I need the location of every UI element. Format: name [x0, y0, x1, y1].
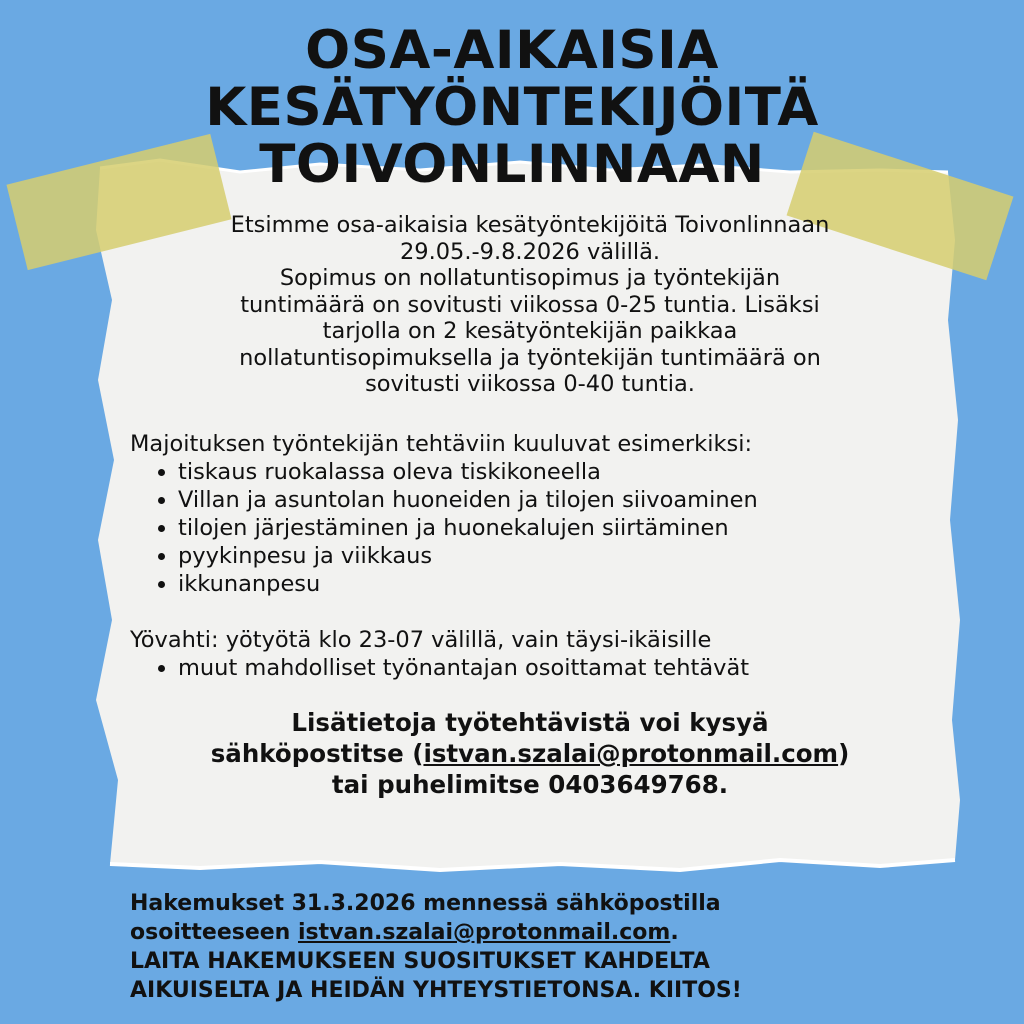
page-title — [0, 22, 1024, 193]
tasks-heading: Majoituksen työntekijän tehtäviin kuuluvat esimerkiksi: — [130, 431, 753, 457]
contact-phone: tai puhelimitse 0403649768. — [331, 770, 729, 799]
apply-email-link[interactable]: istvan.szalai@protonmail.com — [298, 920, 671, 945]
apply-line-3: LAITA HAKEMUKSEEN SUOSITUKSET KAHDELTA — [130, 949, 710, 974]
night-shift-text: Yövahti: yötyötä klo 23-07 välillä, vain täysi-ikäisille — [130, 627, 712, 653]
other-tasks-list — [130, 654, 950, 682]
apply-line-2 — [130, 918, 1010, 947]
intro-line: Etsimme osa-aikaisia kesätyöntekijöitä Toivonlinnaan — [230, 212, 830, 238]
title-line-1: OSA-AIKAISIA — [305, 20, 719, 81]
contact-line-1: Lisätietoja työtehtävistä voi kysyä — [291, 708, 769, 737]
list-item: • tiskaus ruokalassa oleva tiskikoneella — [178, 458, 950, 486]
apply-line-4: AIKUISELTA JA HEIDÄN YHTEYSTIETONSA. KIITOS! — [130, 978, 742, 1003]
intro-line: Sopimus on nollatuntisopimus ja työntekijän — [279, 265, 781, 291]
apply-email-prefix: osoitteeseen — [130, 920, 298, 945]
contact-email-prefix: sähköpostitse ( — [210, 739, 424, 768]
intro-line: sovitusti viikossa 0-40 tuntia. — [365, 371, 695, 397]
intro-line: tarjolla on 2 kesätyöntekijän paikkaa — [322, 318, 738, 344]
intro-text — [130, 212, 930, 398]
application-info — [130, 889, 1010, 1005]
intro-line: 29.05.-9.8.2026 välillä. — [399, 238, 661, 265]
contact-line-2 — [120, 738, 940, 769]
list-item: • tilojen järjestäminen ja huonekalujen siirtäminen — [178, 514, 950, 542]
tasks-list — [130, 458, 950, 598]
contact-info — [120, 707, 940, 800]
tasks-section — [130, 430, 950, 682]
list-item: • Villan ja asuntolan huoneiden ja tilojen siivoaminen — [178, 486, 950, 514]
contact-email-suffix: ) — [838, 739, 850, 768]
title-line-2: KESÄTYÖNTEKIJÖITÄ — [205, 77, 819, 138]
list-item: • muut mahdolliset työnantajan osoittamat tehtävät — [178, 654, 950, 682]
apply-email-suffix: . — [670, 920, 679, 945]
intro-line: tuntimäärä on sovitusti viikossa 0-25 tuntia. Lisäksi — [240, 291, 820, 318]
intro-line: nollatuntisopimuksella ja työntekijän tuntimäärä on — [239, 344, 821, 371]
title-line-3: TOIVONLINNAAN — [259, 134, 765, 195]
apply-line-1: Hakemukset 31.3.2026 mennessä sähköpostilla — [130, 891, 721, 916]
list-item: • pyykinpesu ja viikkaus — [178, 542, 950, 570]
list-item: • ikkunanpesu — [178, 570, 950, 598]
contact-email-link[interactable]: istvan.szalai@protonmail.com — [423, 739, 839, 768]
